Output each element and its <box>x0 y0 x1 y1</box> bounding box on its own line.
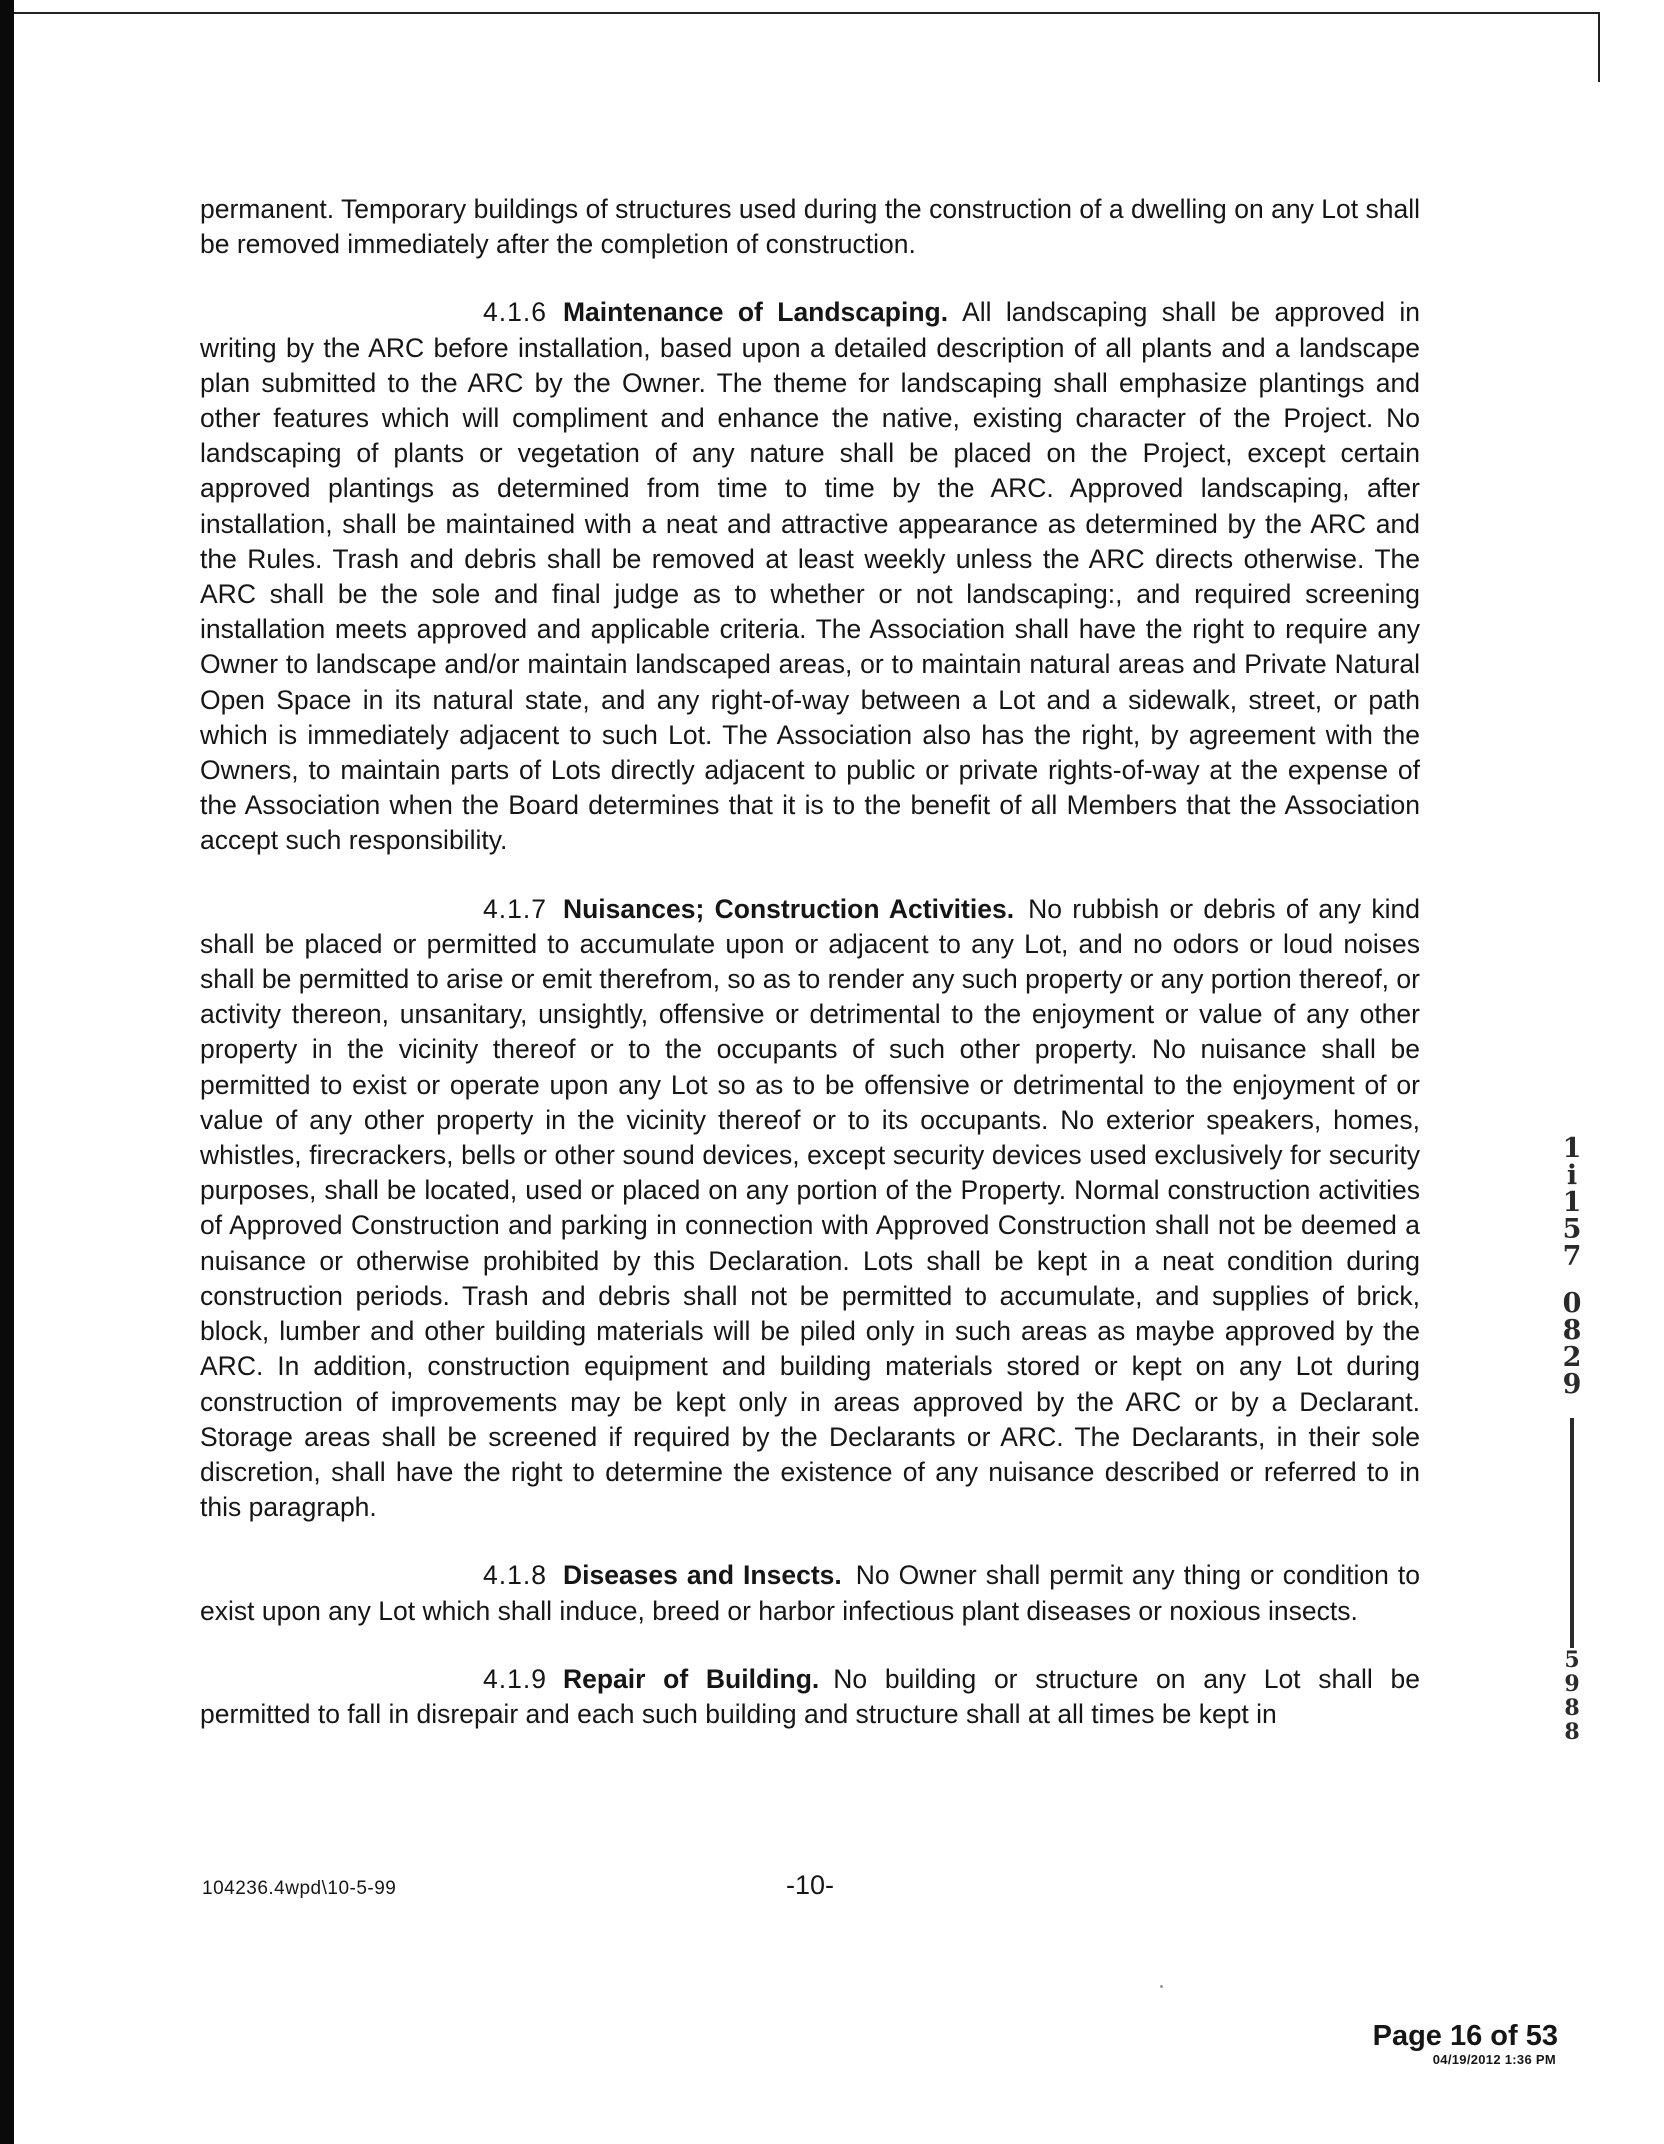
scan-top-rule <box>14 12 1599 14</box>
section-4-1-6 <box>200 295 1420 858</box>
paragraph-text: No building or structure on any Lot shall be permitted to fall in disrepair and each such building and structure shall at all times be kept in <box>200 1663 1420 1729</box>
stamp-digit: 1 <box>1562 1187 1582 1218</box>
stamp-digit: 9 <box>1562 1369 1582 1400</box>
scan-right-rule <box>1598 12 1600 82</box>
stamp-digit: 5 <box>1562 1214 1582 1245</box>
section-4-1-7 <box>200 892 1420 1526</box>
stamp-digit: 9 <box>1564 1671 1580 1697</box>
section-title: Nuisances; Construction Activities. <box>562 893 1015 924</box>
section-number: 4.1.8 <box>483 1560 547 1591</box>
footer-page-number: -10- <box>786 1870 835 1900</box>
page-timestamp: 04/19/2012 1:36 PM <box>1432 2052 1556 2067</box>
stamp-digit: 5 <box>1564 1647 1580 1673</box>
stamp-digit: 8 <box>1564 1719 1580 1745</box>
paragraph-continuation <box>200 192 1420 262</box>
paragraph-text: permanent. Temporary buildings of structures used during the construction of a dwelling on any Lot shall be removed immediately after the completion of construction. <box>200 194 1420 260</box>
section-number: 4.1.6 <box>483 297 547 328</box>
section-title: Maintenance of Landscaping. <box>562 297 949 328</box>
scan-speck <box>1160 1985 1163 1988</box>
section-4-1-9 <box>200 1662 1420 1732</box>
section-number: 4.1.9 <box>483 1663 547 1694</box>
document-body <box>200 192 1420 1765</box>
stamp-digit: 1 <box>1562 1133 1582 1164</box>
stamp-digit: 8 <box>1564 1695 1580 1721</box>
stamp-digit: 2 <box>1562 1342 1582 1373</box>
stamp-digit: 7 <box>1562 1241 1582 1272</box>
section-4-1-8 <box>200 1558 1420 1628</box>
stamp-barcode-bar <box>1570 1418 1574 1648</box>
section-number: 4.1.7 <box>483 893 547 924</box>
footer-file-reference: 104236.4wpd\10-5-99 <box>202 1878 397 1899</box>
scan-left-edge <box>0 0 14 2144</box>
page-count-label: Page 16 of 53 <box>1372 2020 1558 2052</box>
stamp-digit: 8 <box>1562 1315 1582 1346</box>
paragraph-text: All landscaping shall be approved in writing by the ARC before installation, based upon a detailed description of all plants and a landscape plan submitted to the ARC by the Owner. The theme for landscaping shall emphasize plantings and other features which will compliment and enhance the native, existing character of the Project. No landscaping of plants or vegetation of any nature shall be placed on the Project, except certain approved plantings as determined from time to time by the ARC. Approved landscaping, after installation, shall be maintained with a neat and attractive appearance as determined by the ARC and the Rules. Trash and debris shall be removed at least weekly unless the ARC directs otherwise. The ARC shall be the sole and final judge as to whether or not landscaping:, and required screening installation meets approved and applicable criteria. The Association shall have the right to require any Owner to landscape and/or maintain landscaped areas, or to maintain natural areas and Private Natural Open Space in its natural state, and any right-of-way between a Lot and a sidewalk, street, or path which is immediately adjacent to such Lot. The Association also has the right, by agreement with the Owners, to maintain parts of Lots directly adjacent to public or private rights-of-way at the expense of the Association when the Board determines that it is to the benefit of all Members that the Association accept such responsibility. <box>200 297 1420 856</box>
stamp-digit: 0 <box>1562 1288 1582 1319</box>
section-title: Diseases and Insects. <box>562 1560 842 1591</box>
paragraph-text: No Owner shall permit any thing or condition to exist upon any Lot which shall induce, breed or harbor infectious plant diseases or noxious insects. <box>200 1560 1420 1626</box>
section-title: Repair of Building. <box>562 1663 820 1694</box>
stamp-digit: i <box>1566 1160 1578 1191</box>
paragraph-text: No rubbish or debris of any kind shall be placed or permitted to accumulate upon or adjacent to any Lot, and no odors or loud noises shall be permitted to arise or emit therefrom, so as to render any such property or any portion thereof, or activity thereon, unsanitary, unsightly, offensive or detrimental to the enjoyment or value of any other property in the vicinity thereof or to the occupants of such other property. No nuisance shall be permitted to exist or operate upon any Lot so as to be offensive or detrimental to the enjoyment of or value of any other property in the vicinity thereof or to its occupants. No exterior speakers, homes, whistles, firecrackers, bells or other sound devices, except security devices used exclusively for security purposes, shall be located, used or placed on any portion of the Property. Normal construction activities of Approved Construction and parking in connection with Approved Construction shall not be deemed a nuisance or otherwise prohibited by this Declaration. Lots shall be kept in a neat condition during construction periods. Trash and debris shall not be permitted to accumulate, and supplies of brick, block, lumber and other building materials will be piled only in such areas as maybe approved by the ARC. In addition, construction equipment and building materials stored or kept on any Lot during construction of improvements may be kept only in areas approved by the ARC or by a Declarant. Storage areas shall be screened if required by the Declarants or ARC. The Declarants, in their sole discretion, shall have the right to determine the existence of any nuisance described or referred to in this paragraph. <box>200 893 1420 1523</box>
recording-side-stamp <box>1552 1135 1592 1835</box>
